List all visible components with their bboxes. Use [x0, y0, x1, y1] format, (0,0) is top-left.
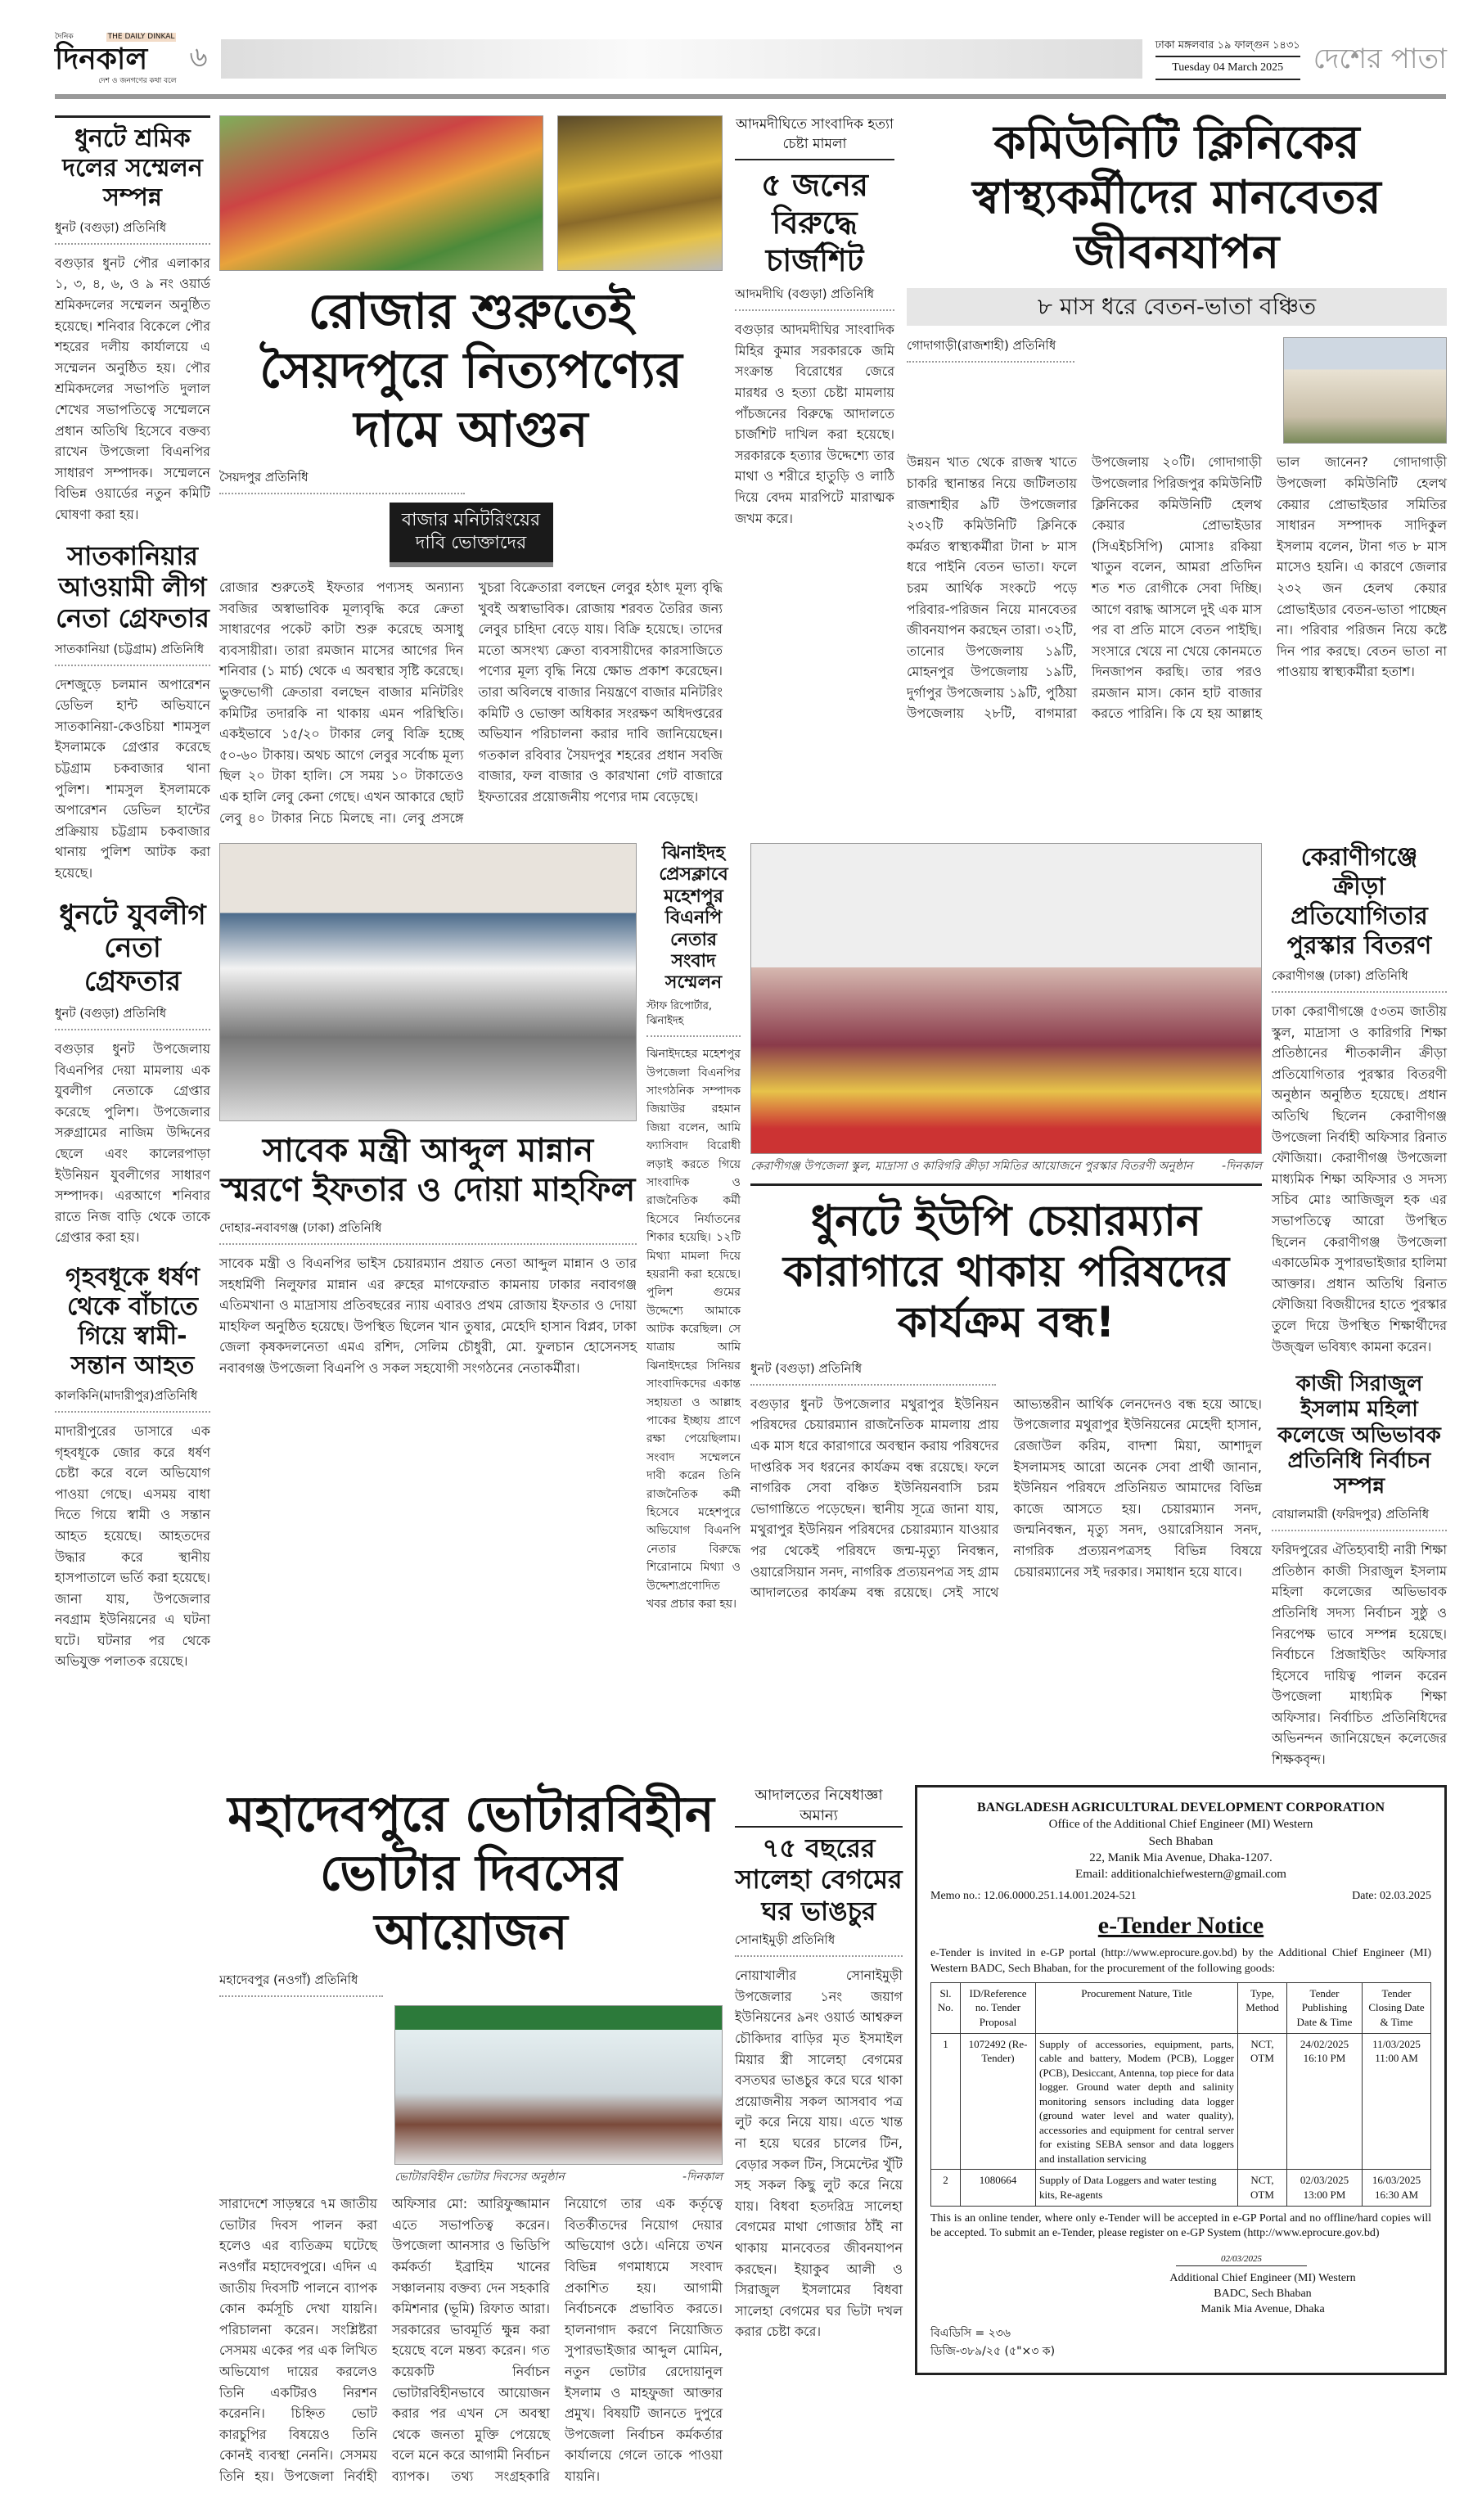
iftar-photo — [219, 843, 637, 1121]
tender-memo: Memo no.: 12.06.0000.251.14.001.2024-521 — [930, 1890, 1137, 1903]
mohadevpur-article — [219, 1972, 723, 2487]
article-body: বগুড়ার ধুনট উপজেলায় বিএনপির দেয়া মামলায় এক যুবলীগ নেতাকে গ্রেপ্তার করেছে পুলিশ। উপজেলার সরুগ্রামের নাজিম উদ্দিনের ছেলে এবং কালেরপাড়া ইউনিয়ন যুবলীগের সাধারণ সম্পাদক। এরআগে শনিবার রাতে নিজ বাড়ি থেকে তাকে গ্রেপ্তার করা হয়। — [55, 1041, 210, 1246]
photo-credit: -দিনকাল — [682, 2170, 723, 2184]
voter-day-photo — [394, 2005, 723, 2165]
logo-small: দৈনিক — [55, 33, 74, 41]
cell-title: Supply of Data Loggers and water testing kits, Re-agents — [1036, 2170, 1238, 2206]
byline: সাতকানিয়া (চট্টগ্রাম) প্রতিনিধি — [55, 641, 210, 666]
article-body: ঝিনাইদহের মহেশপুর উপজেলা বিএনপির সাংগঠনিক সম্পাদক জিয়াউর রহমান জিয়া বলেন, আমি ফ্যাসিবাদ বিরোধী লড়াই করতে গিয়ে সাংবাদিক ও রাজনৈতিক কর্মী হিসেবে নির্যাতনের শিকার হয়েছি। ১২টি মিথ্যা মামলা দিয়ে হয়রানী করা হয়েছে। পুলিশ গুমের উদ্দেশ্যে আমাকে আটক করেছিল। সে যাত্রায় আমি ঝিনাইদহের সিনিয়র সাংবাদিকদের একান্ত সহায়তা ও আল্লাহ পাকের ইচ্ছায় প্রাণে রক্ষা পেয়েছিলাম। সংবাদ সম্মেলনে দাবী করেন তিনি রাজনৈতিক কর্মী হিসেবে মহেশপুরে অভিযোগ বিএনপি নেতার বিরুদ্ধে শিরোনামে মিথ্যা ও উদ্দেশ্যপ্রণোদিত খবর প্রচার করা হয়। — [646, 1048, 741, 1611]
rojar-article — [219, 469, 723, 828]
byline: স্টাফ রিপোর্টার, ঝিনাইদহ — [646, 999, 741, 1037]
byline: ধুনট (বগুড়া) প্রতিনিধি — [55, 219, 210, 245]
col-header: Type, Method — [1238, 1982, 1287, 2033]
tender-notice — [915, 1785, 1447, 2375]
signatory-title: Additional Chief Engineer (MI) Western — [1169, 2272, 1356, 2285]
cell-method: NCT, OTM — [1238, 2170, 1287, 2206]
rojar-region — [219, 115, 723, 828]
keraniganj-article — [1272, 843, 1447, 1357]
tender-building: Sech Bhaban — [1148, 1834, 1214, 1848]
byline: গোদাগাড়ী(রাজশাহী) প্রতিনিধি — [907, 337, 1074, 363]
kicker: আদালতের নিষেধাজ্ঞা অমান্য — [735, 1785, 903, 1828]
col-header: ID/Reference no. Tender Proposal — [961, 1982, 1036, 2033]
clinic-article — [907, 337, 1447, 724]
saleha-article — [735, 1785, 903, 2342]
logo-english: THE DAILY DINKAL — [107, 33, 175, 41]
fruit-market-photo — [557, 115, 723, 271]
tagline: দেশ ও জনগণের কথা বলে — [98, 76, 177, 85]
col-header: Tender Closing Date & Time — [1363, 1982, 1431, 2033]
band-top — [219, 115, 1447, 828]
headline: কাজী সিরাজুল ইসলাম মহিলা কলেজে অভিভাবক প্রতিনিধি নির্বাচন সম্পন্ন — [1277, 1372, 1441, 1499]
cell-close: 16/03/2025 16:30 AM — [1363, 2170, 1431, 2206]
byline: আদমদীঘি (বগুড়া) প্রতিনিধি — [735, 286, 894, 311]
page-body — [55, 115, 1447, 2487]
jhenaidah-article — [646, 843, 741, 1613]
header-band — [221, 39, 1142, 79]
tender-footer: This is an online tender, where only e-Tender will be accepted in e-GP Portal and no offline/hard copies will be accepted. To submit an e-Tender, please register on e-GP System (http://www.eprocure.gov.bd) — [930, 2211, 1431, 2240]
article-body: রোজার শুরুতেই ইফতার পণ্যসহ অন্যান্য সবজির অস্বাভাবিক মূল্যবৃদ্ধি করে ক্রেতা সাধারণের পকেট কাটা শুরু করেছে অসাধু ব্যবসায়ীরা। তারা রমজান মাসের আগের দিন শনিবার (১ মার্চ) থেকে এ অবস্থার সৃষ্টি করেছে। ভুক্তভোগী ক্রেতারা বলছেন বাজার মনিটরিং কমিটির তদারকি না থাকায় এমন পরিস্থিতি। একইভাবে ১৫/২০ টাকার লেবু বিক্রি হচ্ছে ৫০-৬০ টাকায়। অথচ আগে লেবুর সর্বোচ্চ মূল্য ছিল ২০ টাকা হালি। সে সময় ১০ টাকাতেও এক হালি লেবু কেনা গেছে। এখন আকারে ছোট লেবু ৪০ টাকার নিচে মিলছে না। লেবু প্রসঙ্গে খুচরা বিক্রেতারা বলছেন লেবুর হঠাৎ মূল্য বৃদ্ধি খুবই অস্বাভাবিক। রোজায় শরবত তৈরির জন্য লেবুর চাহিদা বেড়ে যায়। বিক্রি হয়েছে। তাদের মতো অসংখ্য ক্রেতা ব্যবসায়ীদের কারসাজিতে পণ্যের মূল্য বৃদ্ধি নিয়ে ক্ষোভ প্রকাশ করেছেন। তারা অবিলম্বে বাজার নিয়ন্ত্রণে বাজার মনিটরিং কমিটি ও ভোক্তা অধিকার সংরক্ষণ অধিদপ্তরের অভিযান পরিচালনা করার দাবি জানিয়েছেন। গতকাল রবিবার সৈয়দপুর শহরের প্রধান সবজি বাজার, ফল বাজার ও কারখানা গেট বাজারে ইফতারের প্রয়োজনীয় পণ্যের দাম বেড়েছে। — [219, 579, 723, 826]
award-region — [750, 843, 1262, 1603]
mannan-headline: সাবেক মন্ত্রী আব্দুল মান্নান স্মরণে ইফতার ও দোয়া মাহফিল — [220, 1132, 636, 1210]
clinic-building-photo — [1283, 337, 1447, 444]
col-header: Procurement Nature, Title — [1036, 1982, 1238, 2033]
award-photo-caption — [750, 1159, 1262, 1175]
juboleague-article — [55, 899, 210, 1248]
headline: ৭৫ বছরের সালেহা বেগমের ঘর ভাঙচুর — [735, 1833, 903, 1927]
byline: সৈয়দপুর প্রতিনিধি — [219, 469, 465, 494]
right-column — [1272, 843, 1447, 1770]
market-monitoring-inset: বাজার মনিটরিংয়ের দাবি ভোক্তাদের — [390, 503, 553, 567]
vegetable-market-photo — [219, 115, 543, 271]
byline: দোহার-নবাবগঞ্জ (ঢাকা) প্রতিনিধি — [219, 1219, 637, 1245]
cell-method: NCT, OTM — [1238, 2033, 1287, 2170]
signature — [1176, 2253, 1307, 2266]
band-middle — [219, 843, 1447, 1770]
table-row — [931, 2033, 1431, 2170]
tender-table — [930, 1982, 1431, 2207]
tender-address: 22, Manik Mia Avenue, Dhaka-1207. — [1089, 1851, 1273, 1864]
signatory-address: Manik Mia Avenue, Dhaka — [1200, 2302, 1325, 2315]
tender-office: Office of the Additional Chief Engineer (MI) Western — [1048, 1818, 1313, 1832]
divider — [750, 1183, 1262, 1186]
clinic-region — [907, 115, 1447, 724]
headline: ঝিনাইদহ প্রেসক্লাবে মহেশপুর বিএনপি নেতার সংবাদ সম্মেলন — [659, 843, 728, 994]
logo: দিনকাল — [55, 42, 148, 76]
article-body: ঢাকা কেরাণীগঞ্জে ৫৩তম জাতীয় স্কুল, মাদ্রাসা ও কারিগরি শিক্ষা প্রতিষ্ঠানের শীতকালীন ক্রীড়া প্রতিযোগিতার পুরস্কার বিতরণী অনুষ্ঠান অনুষ্ঠিত হয়েছে। প্রধান অতিথি ছিলেন কেরাণীগঞ্জ উপজেলা নির্বাহী অফিসার রিনাত ফৌজিয়া। কেরাণীগঞ্জ উপজেলা মাধ্যমিক শিক্ষা অফিসার ও সদস্য সচিব মোঃ আজিজুল হক এর সভাপতিত্বে আরো উপস্থিত ছিলেন কেরাণীগঞ্জ উপজেলা একাডেমিক সুপারভাইজার হালিমা আক্তার। প্রধান অতিথি রিনাত ফৌজিয়া বিজয়ীদের হাতে পুরস্কার তুলে দিয়ে উপস্থিত শিক্ষার্থীদের উজ্জ্বল ভবিষ্যৎ কামনা করেন। — [1272, 1003, 1447, 1355]
byline: কেরাণীগঞ্জ (ঢাকা) প্রতিনিধি — [1272, 967, 1447, 993]
tender-date: Date: 02.03.2025 — [1352, 1890, 1431, 1903]
mohadevpur-headline: মহাদেবপুরে ভোটারবিহীন ভোটার দিবসের আয়োজন — [227, 1785, 714, 1961]
award-ceremony-photo — [750, 843, 1262, 1154]
up-chairman-headline: ধুনটে ইউপি চেয়ারম্যান কারাগারে থাকায় পরিষদের কার্যক্রম বন্ধ! — [782, 1196, 1230, 1348]
caption-text: কেরাণীগঞ্জ উপজেলা স্কুল, মাদ্রাসা ও কারিগরি ক্রীড়া সমিতির আয়োজনে পুরস্কার বিতরণী অনুষ্ঠান — [750, 1160, 1193, 1174]
clinic-headline: কমিউনিটি ক্লিনিকের স্বাস্থ্যকর্মীদের মানবেতর জীবনযাপন — [972, 115, 1381, 280]
headline: গৃহবধূকে ধর্ষণ থেকে বাঁচাতে গিয়ে স্বামী-সন্তান আহত — [65, 1262, 200, 1380]
header-rule — [55, 94, 1446, 99]
date-english: Tuesday 04 March 2025 — [1155, 57, 1300, 80]
mannan-region — [219, 843, 637, 1379]
section-title: দেশের পাতা — [1313, 42, 1447, 75]
page-number: ৬ — [189, 40, 208, 74]
sramik-article — [55, 115, 210, 525]
col-header: Tender Publishing Date & Time — [1287, 1982, 1363, 2033]
article-body: সাবেক মন্ত্রী ও বিএনপির ভাইস চেয়ারম্যান প্রয়াত নেতা আব্দুল মান্নান ও তার সহধর্মিণী নিলুফার মান্নান এর রুহের মাগফেরাত কামনায় ঢাকার নবাবগঞ্জ এতিমখানা ও মাদ্রাসায় প্রতিবছরের ন্যায় এবারও প্রথম রোজায় ইফতার ও দোয়া মাহফিল অনুষ্ঠিত হয়েছে। উপস্থিত ছিলেন খান তুষার, মেহেদি হাসান বিপ্লব, ঢাকা জেলা কৃষকদলনেতা এমএ রশিদ, সেলিম চৌধুরী, মো. ফুলচান হোসেনসহ নবাবগঞ্জ উপজেলা বিএনপি ও সকল সহযোগী সংগঠনের নেতাকর্মীরা। — [219, 1255, 637, 1377]
mannan-article — [219, 1219, 637, 1379]
article-body: বগুড়ার আদমদীঘির সাংবাদিক মিহির কুমার সরকারকে জমি সংক্রান্ত বিরোধের জেরে মারধর ও হত্যা চেষ্টা মামলায় পাঁচজনের বিরুদ্ধে আদালতে চার্জশিট দাখিল করা হয়েছে। সরকারকে হত্যার উদ্দেশ্যে তার মাথা ও শরীরে হাতুড়ি ও লাঠি দিয়ে বেদম মারপিটে মারাত্মক জখম করে। — [735, 322, 894, 526]
cell-id: 1080664 — [961, 2170, 1036, 2206]
article-body: সারাদেশে সাড়ম্বরে ৭ম জাতীয় ভোটার দিবস পালন করা হলেও এর ব্যতিক্রম ঘটেছে নওগাঁর মহাদেবপুরে। এদিন এ জাতীয় দিবসটি পালনে ব্যাপক কোন কর্মসূচি দেখা যায়নি। পরিচালনা করেন। সংশ্লিষ্টরা সেসময় একের পর এক লিখিত অভিযোগ দায়ের করলেও তিনি একটিরও নিরশন করেননি। চিহ্নিত ভোট কারচুপির বিষয়েও তিনি কোনই ব্যবস্থা নেননি। সেসময় তিনি হয়। উপজেলা নির্বাহী অফিসার মো: আরিফুজ্জামান এতে সভাপতিত্ব করেন। উপজেলা আনসার ও ভিডিপি কর্মকর্তা ইব্রাহিম খানের সঞ্চালনায় বক্তব্য দেন সহকারি কমিশনার (ভূমি) রিফাত আরা। সরকারের ভাবমূর্তি ক্ষুন্ন করা হয়েছে বলে মন্তব্য করেন। গত কয়েকটি নির্বাচন ভোটারবিহীনভাবে আয়োজন করার পর এখন সে অবস্থা থেকে জনতা মুক্তি পেয়েছে বলে মনে করে আগামী নির্বাচন ব্যাপক। তথ্য সংগ্রহকারি নিয়োগে তার এক কর্তৃত্বে বিতর্কীতদের নিয়োগ দেয়ার অভিযোগ ওঠে। এনিয়ে তখন বিভিন্ন গণমাধ্যমে সংবাদ প্রকাশিত হয়। আগামী নির্বাচনকে প্রভাবিত করতে। হালনাগাদ করণে নিয়োজিত সুপারভাইজার আব্দুল মোমিন, নতুন ভোটার রেদোয়ানুল ইসলাম ও মাহফুজা আক্তার প্রমুখ। বিষয়টি জানতে দুপুরে উপজেলা নির্বাচন কর্মকর্তার কার্যালয়ে গেলে তাকে পাওয়া যায়নি। — [219, 2196, 723, 2484]
grihobodhu-article — [55, 1263, 210, 1672]
byline: ধুনট (বগুড়া) প্রতিনিধি — [55, 1005, 210, 1030]
headline: কেরাণীগঞ্জে ক্রীড়া প্রতিযোগিতার পুরস্কার বিতরণ — [1286, 843, 1432, 961]
signatory-org: BADC, Sech Bhaban — [1214, 2288, 1312, 2301]
byline: সোনাইমুড়ী প্রতিনিধি — [735, 1932, 903, 1957]
left-column — [55, 115, 210, 1672]
cell-sl: 1 — [931, 2033, 961, 2170]
up-chairman-article — [750, 1360, 1262, 1603]
article-body: মাদারীপুরের ডাসারে এক গৃহবধূকে জোর করে ধর্ষণ চেষ্টা করে বলে অভিযোগ পাওয়া গেছে। এসময় বাধা দিতে গিয়ে স্বামী ও সন্তান আহত হয়েছে। আহতদের উদ্ধার করে স্থানীয় হাসপাতালে ভর্তি করা হয়েছে। জানা যায়, উপজেলার নবগ্রাম ইউনিয়নের এ ঘটনা ঘটে। ঘটনার পর থেকে অভিযুক্ত পলাতক রয়েছে। — [55, 1422, 210, 1670]
headline: ধুনটে যুবলীগ নেতা গ্রেফতার — [59, 898, 206, 999]
adamdighi-article — [735, 115, 894, 529]
satkania-article — [55, 540, 210, 884]
cell-sl: 2 — [931, 2170, 961, 2206]
signature-date: 02/03/2025 — [1220, 2254, 1263, 2265]
cell-id: 1072492 (Re-Tender) — [961, 2033, 1036, 2170]
byline: মহাদেবপুর (নওগাঁ) প্রতিনিধি — [219, 1972, 383, 1997]
tender-title: e-Tender Notice — [1097, 1912, 1264, 1940]
photo-credit: -দিনকাল — [1221, 1160, 1262, 1174]
article-body: নোয়াখালীর সোনাইমুড়ী উপজেলার ১নং জয়াগ ইউনিয়নের ৯নং ওয়ার্ড আশ্বরুল চৌকিদার বাড়ির মৃত ইসমাইল মিয়ার স্ত্রী সালেহা বেগমের বসতঘর ভাঙচুর করে ঘরে থাকা প্রয়োজনীয় সকল আসবাব পত্র লুট করে নিয়ে যায়। এতে খান্ত না হয়ে ঘরের চালের টিন, বেড়ার সকল টিন, সিমেন্টের খুঁটি সহ সকল কিছু লুট করে নিয়ে যায়। বিধবা হতদরিদ্র সালেহা বেগমের মাথা গোজার ঠাঁই না থাকায় মানবেতর জীবনযাপন করছেন। ইয়াকুব আলী ও সিরাজুল ইসলামের বিধবা সালেহা বেগমের ঘর ভিটা দখল করার চেষ্টা করে। — [735, 1968, 903, 2340]
article-body: বগুড়ার ধুনট পৌর এলাকার ১, ৩, ৪, ৬, ও ৯ নং ওয়ার্ড শ্রমিকদলের সম্মেলন অনুষ্ঠিত হয়েছে। শনিবার বিকেলে পৌর শহরের দলীয় কার্যালয়ে এ সম্মেলন অনুষ্ঠিত হয়। পৌর শ্রমিকদলের সভাপতি দুলাল শেখের সভাপতিত্বে সম্মেলনে প্রধান অতিথি হিসেবে বক্তব্য রাখেন উপজেলা বিএনপির সাধারণ সম্পাদক। সম্মেলনে বিভিন্ন ওয়ার্ডের নতুন কমিটি ঘোষণা করা হয়। — [55, 255, 210, 522]
cell-publish: 24/02/2025 16:10 PM — [1287, 2033, 1363, 2170]
page-header — [55, 33, 1447, 94]
main-area — [219, 115, 1447, 2487]
article-body: ফরিদপুরের ঐতিহ্যবাহী নারী শিক্ষা প্রতিষ্ঠান কাজী সিরাজুল ইসলাম মহিলা কলেজের অভিভাবক প্রতিনিধি সদস্য নির্বাচন সুষ্ঠু ও নিরপেক্ষ ভাবে সম্পন্ন হয়েছে। নির্বাচনে প্রিজাইডিং অফিসার হিসেবে দায়িত্ব পালন করেন উপজেলা মাধ্যমিক শিক্ষা অফিসার। নির্বাচিত প্রতিনিধিদের অভিনন্দন জানিয়েছেন কলেজের শিক্ষকবৃন্দ। — [1272, 1542, 1447, 1768]
headline: ধুনটে শ্রমিক দলের সম্মেলন সম্পন্ন — [62, 124, 203, 212]
band-bottom — [219, 1785, 1447, 2487]
rojar-headline: রোজার শুরুতেই সৈয়দপুরে নিত্যপণ্যের দামে আগুন — [259, 282, 682, 458]
tender-org: BANGLADESH AGRICULTURAL DEVELOPMENT CORPORATION — [976, 1800, 1385, 1814]
cell-close: 11/03/2025 11:00 AM — [1363, 2033, 1431, 2170]
ad-code-2: ডিজি-৩৮৯/২৫ (৫"×৩ ক) — [930, 2345, 1056, 2359]
headline: ৫ জনের বিরুদ্ধে চার্জশিট — [761, 167, 868, 278]
kazi-article — [1272, 1372, 1447, 1769]
article-body: দেশজুড়ে চলমান অপারেশন ডেভিল হান্ট অভিযানে সাতকানিয়া-কেওচিয়া শামসুল ইসলামকে গ্রেপ্তার করেছে চট্টগ্রাম চকবাজার থানা পুলিশ। শামসুল ইসলামকে অপারেশন ডেভিল হান্টের প্রক্রিয়ায় চট্টগ্রাম চকবাজার থানায় পুলিশ আটক করা হয়েছে। — [55, 676, 210, 881]
kicker: আদমদীঘিতে সাংবাদিক হত্যা চেষ্টা মামলা — [735, 115, 894, 161]
ad-code-1: বিএডিসি = ২৩৬ — [930, 2326, 1011, 2340]
article-body: বগুড়ার ধুনট উপজেলার মথুরাপুর ইউনিয়ন পরিষদের চেয়ারম্যান রাজনৈতিক মামলায় প্রায় এক মাস ধরে কারাগারে অবস্থান করায় পরিষদের দাপ্তরিক সব ধরনের কার্যক্রম বন্ধ রয়েছে। ফলে নাগরিক সেবা বঞ্চিত ইউনিয়নবাসি চরম ভোগান্তিতে পড়েছেন। স্থানীয় সূত্রে জানা যায়, মথুরাপুর ইউনিয়ন পরিষদের চেয়ারম্যান যাওয়ার পর থেকেই পরিষদে জন্ম-মৃত্যু নিবন্ধন, ওয়ারেসিয়ান সনদ, নাগরিক প্রত্যয়নপত্র সহ গ্রাম আদালতের কার্যক্রম বন্ধ রয়েছে। সেই সাথে আভ্যন্তরীন আর্থিক লেনদেনও বন্ধ হয়ে আছে। উপজেলার মথুরাপুর ইউনিয়নের মেহেদী হাসান, রেজাউল করিম, বাদশা মিয়া, আশাদুল ইসলামসহ আরো অনেক সেবা প্রার্থী জানান, ইউনিয়ন পরিষদে প্রতিনিয়ত আমাদের বিভিন্ন কাজে আসতে হয়। চেয়ারম্যান সনদ, জন্মনিবন্ধন, মৃত্যু সনদ, ওয়ারেসিয়ান সনদ, নাগরিক প্রত্যয়নপত্রসহ বিভিন্ন বিষয়ে চেয়ারম্যানের সই দরকার। সমাধান হয়ে যাবে। — [750, 1395, 1262, 1601]
byline: কালকিনি(মাদারীপুর)প্রতিনিধি — [55, 1387, 210, 1413]
table-row — [931, 2170, 1431, 2206]
date-bengali: ঢাকা মঙ্গলবার ১৯ ফাল্গুন ১৪৩১ — [1155, 38, 1300, 57]
cell-publish: 02/03/2025 13:00 PM — [1287, 2170, 1363, 2206]
article-body: উন্নয়ন খাত থেকে রাজস্ব খাতে চাকরি স্থানান্তর নিয়ে জটিলতায় রাজশাহীর ৯টি উপজেলার ২৩২টি কমিউনিটি ক্লিনিকে কর্মরত স্বাস্থ্যকর্মীরা টানা ৮ মাস ধরে পাইনি বেতন ভাতা। ফলে চরম আর্থিক সংকটে পড়ে পরিবার-পরিজন নিয়ে মানবেতর জীবনযাপন করছেন তারা। ৩২টি, তানোর উপজেলায় ১৯টি, মোহনপুর উপজেলায় ১৯টি, দুর্গাপুর উপজেলায় ১৯টি, পুঠিয়া উপজেলায় ২৮টি, বাগমারা উপজেলায় ২০টি। গোদাগাড়ী উপজেলার পিরিজপুর কমিউনিটি ক্লিনিকের কমিউনিটি হেলথ কেয়ার প্রোভাইডার (সিএইচসিপি) মোসাঃ রকিয়া খাতুন বলেন, আমরা প্রতিদিন শত শত রোগীকে সেবা দিচ্ছি। আগে বরাদ্ধ আসলে দুই এক মাস পর বা প্রতি মাসে বেতন পাইছি। সংসারে খেয়ে না খেয়ে কোনমতে দিনজাপন করছি। তার পরও রমজান মাস। কোন হাট বাজার করতে পারিনি। কি যে হয় আল্লাহ ভাল জানেন? গোদাগাড়ী উপজেলা কমিউনিটি হেলথ কেয়ার প্রোভাইডার সমিতির সাধারন সম্পাদক সাদিকুল ইসলাম বলেন, টানা গত ৮ মাস মাসেও হয়নি। এ কারণে জেলার ২৩২ জন হেলথ কেয়ার প্রোভাইডার বেতন-ভাতা পাচ্ছেন না। পরিবার পরিজন নিয়ে কষ্টে দিন পার করছে। বেতন ভাতা না পাওয়ায় স্বাস্থ্যকর্মীরা হতাশ। — [907, 454, 1447, 722]
clinic-subhead: ৮ মাস ধরে বেতন-ভাতা বঞ্চিত — [907, 288, 1447, 326]
caption-text: ভোটারবিহীন ভোটার দিবসের অনুষ্ঠান — [394, 2170, 565, 2184]
mohadevpur-region — [219, 1785, 723, 2487]
col-header: Sl. No. — [931, 1982, 961, 2033]
cell-title: Supply of accessories, equipment, parts, cable and battery, Modem (PCB), Logger (PCB), Desiccant, Antenna, top piece for data logger. Ground water depth and salinity monitoring sensors including data logger (ground water level and water quality), accessories and equipment for central server for existing SEBA sensor and data loggers and installation servicing — [1036, 2033, 1238, 2170]
headline: সাতকানিয়ার আওয়ামী লীগ নেতা গ্রেফতার — [56, 539, 209, 634]
byline: বোয়ালমারী (ফরিদপুর) প্রতিনিধি — [1272, 1506, 1447, 1531]
tender-email: Email: additionalchiefwestern@gmail.com — [1075, 1868, 1286, 1881]
masthead — [55, 33, 176, 86]
tender-intro: e-Tender is invited in e-GP portal (http://www.eprocure.gov.bd) by the Additional Chief Engineer (MI) Western BADC, Sech Bhaban, for the procurement of the following goods: — [930, 1947, 1431, 1976]
voter-photo-caption — [394, 2170, 723, 2186]
byline: ধুনট (বগুড়া) প্রতিনিধি — [750, 1360, 996, 1386]
